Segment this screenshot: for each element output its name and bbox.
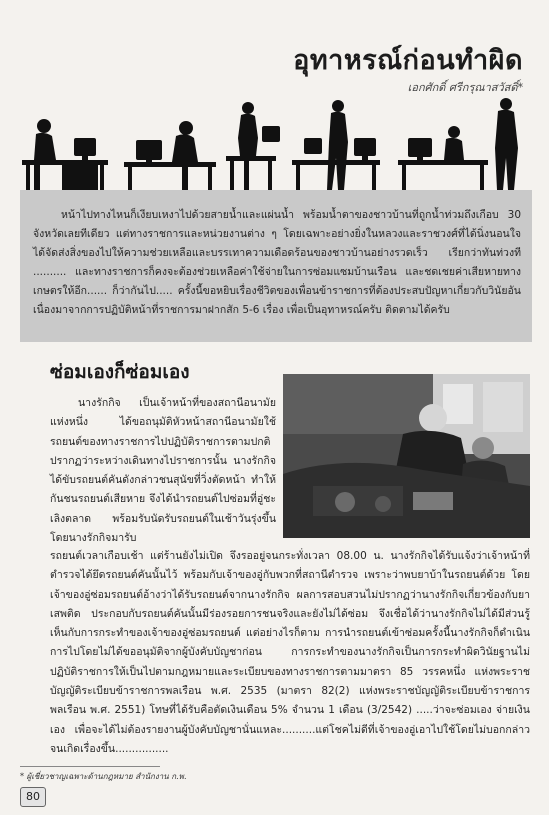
car-repair-photo: [283, 374, 530, 538]
section-heading: ซ่อมเองก็ซ่อมเอง: [50, 361, 190, 383]
section-column-paragraph: นางรักกิจ เป็นเจ้าหน้าที่ของสถานีอนามัยแห่งหนึ่ง ได้ขอถนุมัติหัวหน้าสถานีอนามัยใช้รถยนต์ของทางราชการไปปฏิบัติราชการตามปกติ ปรากฏว่าระหว่างเดินทางไปราชการนั้น นางรักกิจได้ขับรถยนต์คันดังกล่าวชนสุนัขที่วิ่งตัดหน้า ทำให้กันชนรถยนต์เสียหาย จึงได้นำรถยนต์ไปซ่อมที่อู่ชะเลิงตลาด พร้อมรับนัดรับรถยนต์ในเช้าวันรุ่งขึ้น โดยนางรักกิจมารับ: [50, 397, 276, 545]
section-wide-text: [50, 547, 530, 759]
section-column-text: [50, 394, 276, 548]
footnote: * ผู้เชี่ยวชาญเฉพาะด้านกฎหมาย สำนักงาน ก.พ.: [20, 772, 187, 781]
page-number: 80: [20, 787, 46, 807]
office-silhouettes-illustration: [22, 98, 532, 190]
section-wide-paragraph: รถยนต์เวลาเกือบเช้า แต่ร้านยังไม่เปิด จึงรออยู่จนกระทั่งเวลา 08.00 น. นางรักกิจได้รับแจ้งว่าเจ้าหน้าที่ตำรวจได้ยึดรถยนต์คันนั้นไว้ พร้อมกับเจ้าของอู่กับพวกที่สถานีตำรวจ เพราะว่าพบยาบ้าในรถยนต์ด้วย โดยเจ้าของอู่ซ่อมรถยนต์อ้างว่าได้รับรถยนต์จากนางรักกิจ ผลการสอบสวนไม่ปรากฏว่านางรักกิจเกี่ยวข้องกับยาเสพติด ประกอบกับรถยนต์คันนั้นมีร่องรอยการชนจริงและยังไม่ได้ซ่อม จึงเชื่อได้ว่านางรักกิจไม่ได้มีส่วนรู้เห็นกับการกระทำของเจ้าของอู่ซ่อมรถยนต์ แต่อย่างไรก็ตาม การนำรถยนต์เข้าซ่อมครั้งนี้นางรักกิจก็ดำเนินการไปโดยไม่ได้ขออนุมัติจากผู้บังคับบัญชาก่อน การกระทำของนางรักกิจเป็นการกระทำผิดวินัยฐานไม่ปฏิบัติราชการให้เป็นไปตามกฎหมายและระเบียบของทางราชการตามมาตรา 85 วรรคหนึ่ง แห่งพระราชบัญญัติระเบียบข้าราชการพลเรือน พ.ศ. 2535 (มาตรา 82(2) แห่งพระราชบัญญัติระเบียบข้าราชการพลเรือน พ.ศ. 2551) โทษที่ได้รับคือตัดเงินเดือน 5% จำนวน 1 เดือน (3/2542) .....ว่าจะซ่อมเอง จ่ายเงินเอง เพื่อจะได้ไม่ต้องรายงานผู้บังคับบัญชานั่นแหละ..........แต่โชคไม่ดีที่เจ้าของอู่เอาไปใช้โดยไม่บอกกล่าวจนเกิดเรื่องขึ้น................: [50, 550, 530, 755]
intro-text: [33, 206, 521, 320]
article-author: เอกศักดิ์ ศรีกรุณาสวัสดิ์*: [407, 81, 523, 94]
intro-paragraph: หน้าไปทางไหนก็เงียบเหงาไปด้วยสายน้ำและแผ่นน้ำ พร้อมน้ำตาของชาวบ้านที่ถูกน้ำท่วมถึงเกือบ 30 จังหวัดเลยทีเดียว แต่ทางราชการและหน่วยงานต่าง ๆ โดยเฉพาะอย่างยิ่งในหลวงและราชวงศ์ที่ได้นิ่งนอนใจ ได้จัดส่งสิ่งของไปให้ความช่วยเหลือและบรรเทาความเดือดร้อนของชาวบ้านอย่างรวดเร็ว เรียกว่าทันท่วงที .......... และทางราชการก็คงจะต้องช่วยเหลือค่าใช้จ่ายในการซ่อมแซมบ้านเรือน และชดเชยค่าเสียหายทางเกษตรให้อีก...... ก็ว่ากันไป..... ครั้งนี้ขอหยิบเรื่องชีวิตของเพื่อนข้าราชการที่ต้องประสบปัญหาเกี่ยวกับวินัยอันเนื่องมาจากการปฏิบัติหน้าที่ราชการมาฝากสัก 5-6 เรื่อง เพื่อเป็นอุทาหรณ์ครับ ติดตามได้ครับ: [33, 209, 521, 316]
footnote-divider: [20, 766, 160, 767]
article-title: อุทาหรณ์ก่อนทำผิด: [293, 45, 523, 76]
